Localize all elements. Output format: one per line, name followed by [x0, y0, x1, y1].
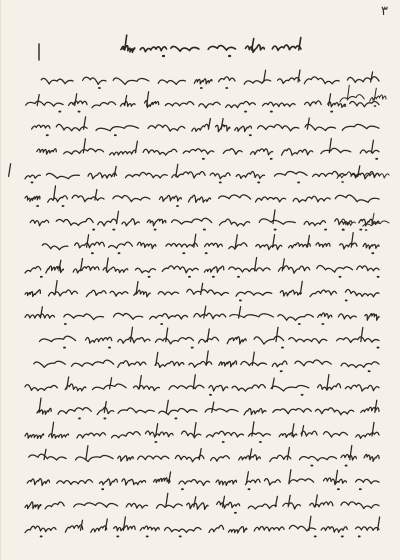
handwriting-stroke: [56, 218, 93, 225]
handwriting-stroke: [273, 409, 312, 414]
handwriting-stroke: [49, 290, 78, 296]
handwriting-stroke: [327, 375, 329, 389]
handwriting-stroke: [113, 196, 150, 202]
handwriting-stroke: [109, 242, 133, 248]
handwriting-stroke: [140, 47, 166, 52]
handwriting-stroke: [25, 526, 56, 533]
handwriting-stroke: [301, 431, 317, 436]
handwriting-stroke: [209, 385, 228, 391]
manuscript-text-image: [1, 0, 400, 560]
handwriting-stroke: [230, 314, 274, 318]
handwriting-stroke: [74, 503, 118, 507]
handwriting-stroke: [83, 77, 106, 84]
handwriting-stroke: [211, 456, 230, 461]
handwriting-stroke: [25, 267, 41, 273]
handwriting-stroke: [338, 314, 356, 319]
handwriting-stroke: [194, 497, 196, 507]
handwriting-stroke: [25, 314, 55, 318]
handwriting-stroke: [228, 527, 246, 533]
handwriting-stroke: [58, 408, 91, 415]
handwriting-stroke: [25, 175, 40, 179]
handwriting-stroke: [162, 266, 198, 273]
handwriting-stroke: [135, 141, 137, 153]
handwriting-stroke: [75, 94, 77, 106]
handwriting-stroke: [255, 258, 257, 271]
handwriting-stroke: [335, 195, 379, 202]
handwriting-stroke: [282, 149, 313, 156]
handwriting-stroke: [356, 432, 379, 438]
handwriting-stroke: [356, 479, 379, 483]
handwriting-stroke: [122, 479, 146, 485]
handwriting-stroke: [147, 219, 166, 226]
handwriting-stroke: [206, 431, 243, 437]
handwriting-stroke: [179, 480, 210, 486]
handwriting-stroke: [307, 118, 309, 129]
handwriting-stroke: [318, 313, 332, 318]
handwriting-stroke: [143, 149, 177, 155]
handwriting-stroke: [251, 149, 273, 155]
handwriting-stroke: [276, 327, 278, 341]
handwriting-stroke: [158, 80, 185, 84]
handwriting-stroke: [122, 219, 139, 226]
handwriting-stroke: [65, 525, 83, 532]
handwriting-stroke: [9, 164, 11, 177]
handwriting-stroke: [254, 527, 284, 532]
handwriting-stroke: [310, 290, 336, 296]
handwriting-stroke: [65, 384, 86, 391]
handwriting-stroke: [166, 243, 198, 247]
handwriting-stroke: [27, 479, 49, 486]
handwriting-stroke: [194, 313, 226, 319]
handwriting-stroke: [64, 314, 104, 320]
handwriting-stroke: [216, 125, 230, 132]
handwriting-stroke: [316, 243, 330, 247]
handwriting-stroke: [252, 39, 254, 50]
handwriting-stroke: [92, 102, 116, 108]
handwriting-stroke: [159, 409, 197, 415]
handwriting-stroke: [324, 432, 348, 438]
handwriting-stroke: [304, 77, 339, 84]
handwriting-stroke: [199, 449, 201, 460]
handwriting-stroke: [83, 139, 85, 153]
handwriting-stroke: [293, 196, 330, 202]
handwriting-stroke: [96, 126, 139, 131]
handwriting-stroke: [345, 385, 379, 391]
handwriting-stroke: [275, 171, 308, 176]
handwriting-stroke: [154, 478, 170, 483]
handwriting-stroke: [307, 235, 309, 247]
handwriting-stroke: [25, 502, 41, 509]
handwriting-stroke: [337, 172, 361, 178]
handwriting-stroke: [188, 195, 210, 202]
handwriting-stroke: [67, 377, 69, 389]
handwriting-stroke: [118, 337, 150, 343]
handwriting-stroke: [72, 195, 104, 201]
handwriting-stroke: [199, 102, 220, 108]
handwriting-stroke: [73, 266, 99, 273]
handwriting-stroke: [318, 384, 341, 391]
handwriting-stroke: [182, 431, 201, 438]
handwriting-stroke: [193, 375, 195, 389]
handwriting-stroke: [110, 291, 128, 296]
handwriting-stroke: [371, 140, 373, 153]
handwriting-stroke: [258, 125, 299, 131]
handwriting-stroke: [227, 337, 246, 344]
handwriting-stroke: [118, 408, 154, 413]
handwriting-stroke: [241, 361, 267, 365]
handwriting-stroke: [226, 102, 256, 108]
handwriting-stroke: [133, 386, 159, 391]
handwriting-stroke: [194, 423, 196, 436]
handwriting-stroke: [30, 220, 49, 226]
handwriting-stroke: [364, 454, 379, 461]
handwriting-stroke: [236, 172, 264, 179]
handwriting-stroke: [219, 361, 237, 367]
handwriting-stroke: [365, 314, 379, 321]
handwriting-stroke: [88, 173, 116, 179]
handwriting-stroke: [210, 173, 230, 179]
handwriting-stroke: [289, 525, 315, 531]
handwriting-stroke: [46, 173, 79, 178]
handwriting-stroke: [192, 124, 209, 131]
handwriting-stroke: [25, 290, 40, 297]
handwriting-stroke: [125, 35, 127, 50]
handwriting-stroke: [205, 243, 223, 247]
handwriting-stroke: [264, 479, 280, 485]
handwriting-stroke: [106, 258, 108, 271]
handwriting-stroke: [110, 378, 112, 389]
handwriting-stroke: [246, 45, 265, 52]
handwriting-stroke: [32, 125, 50, 129]
handwriting-stroke: [357, 266, 379, 271]
handwriting-stroke: [44, 449, 46, 459]
handwriting-stroke: [183, 149, 214, 154]
handwriting-stroke: [159, 195, 181, 201]
handwriting-stroke: [283, 503, 301, 509]
handwriting-stroke: [98, 219, 117, 226]
handwriting-stroke: [187, 289, 229, 295]
handwriting-stroke: [194, 79, 212, 84]
handwriting-stroke: [204, 266, 224, 272]
handwriting-stroke: [360, 150, 379, 153]
handwriting-stroke: [295, 360, 331, 366]
handwriting-stroke: [310, 502, 333, 507]
handwriting-stroke: [155, 361, 184, 367]
folio-number: ٣: [381, 4, 388, 19]
handwriting-stroke: [246, 479, 261, 485]
handwriting-stroke: [256, 197, 286, 202]
handwriting-stroke: [304, 221, 325, 226]
handwriting-stroke: [305, 101, 322, 106]
handwriting-stroke: [280, 290, 301, 296]
handwriting-stroke: [244, 80, 271, 84]
handwriting-stroke: [204, 306, 206, 318]
handwriting-stroke: [217, 501, 240, 508]
handwriting-stroke: [279, 433, 297, 438]
handwriting-stroke: [341, 502, 379, 509]
handwriting-stroke: [329, 94, 331, 106]
handwriting-stroke: [356, 527, 380, 530]
handwriting-stroke: [166, 493, 168, 507]
handwriting-stroke: [328, 102, 346, 108]
handwriting-stroke: [25, 196, 40, 201]
handwriting-stroke: [273, 210, 275, 224]
handwriting-stroke: [41, 78, 73, 84]
handwriting-stroke: [341, 454, 356, 460]
handwriting-stroke: [165, 527, 202, 532]
handwriting-stroke: [289, 479, 314, 484]
handwriting-stroke: [120, 102, 135, 107]
handwriting-stroke: [236, 292, 272, 297]
handwriting-stroke: [342, 124, 379, 130]
handwriting-stroke: [216, 480, 237, 485]
handwriting-stroke: [76, 456, 113, 462]
handwriting-stroke: [278, 78, 300, 84]
handwriting-stroke: [199, 337, 219, 343]
handwriting-stroke: [135, 268, 155, 273]
handwriting-stroke: [194, 234, 196, 247]
handwriting-stroke: [155, 337, 193, 343]
handwriting-stroke: [113, 78, 149, 84]
handwriting-stroke: [187, 503, 209, 509]
handwriting-stroke: [235, 126, 252, 132]
handwriting-stroke: [341, 362, 379, 368]
handwriting-stroke: [299, 456, 336, 460]
handwriting-stroke: [52, 422, 54, 436]
handwriting-stroke: [340, 243, 357, 249]
handwriting-stroke: [176, 164, 178, 176]
handwriting-stroke: [117, 211, 119, 223]
handwriting-stroke: [208, 46, 235, 51]
handwriting-stroke: [99, 479, 117, 485]
handwriting-stroke: [337, 337, 379, 343]
handwriting-stroke: [256, 245, 282, 250]
handwriting-stroke: [209, 525, 224, 532]
handwriting-stroke: [315, 408, 353, 415]
handwriting-stroke: [126, 503, 147, 508]
handwriting-stroke: [229, 243, 247, 249]
handwriting-stroke: [361, 328, 363, 342]
handwriting-stroke: [212, 402, 214, 412]
handwriting-stroke: [201, 283, 203, 294]
handwriting-stroke: [145, 431, 173, 437]
handwriting-stroke: [289, 338, 327, 344]
handwriting-stroke: [347, 77, 379, 83]
handwriting-stroke: [166, 400, 168, 412]
handwriting-stroke: [248, 504, 276, 509]
handwriting-stroke: [259, 219, 295, 224]
handwriting-stroke: [172, 218, 212, 224]
handwriting-stroke: [363, 243, 379, 249]
handwriting-stroke: [221, 119, 223, 130]
handwriting-stroke: [86, 446, 88, 460]
handwriting-stroke: [110, 150, 136, 155]
handwriting-stroke: [114, 313, 143, 319]
handwriting-stroke: [189, 362, 212, 368]
handwriting-stroke: [140, 526, 159, 531]
handwriting-stroke: [86, 290, 106, 296]
handwriting-stroke: [57, 480, 93, 485]
handwriting-stroke: [205, 409, 238, 412]
handwriting-stroke: [91, 526, 107, 532]
handwriting-stroke: [148, 125, 185, 131]
handwriting-stroke: [157, 504, 183, 508]
handwriting-stroke: [165, 102, 194, 106]
handwriting-stroke: [25, 433, 44, 438]
handwriting-stroke: [75, 242, 105, 248]
handwriting-stroke: [278, 314, 314, 320]
handwriting-stroke: [34, 361, 65, 367]
handwriting-stroke: [138, 456, 169, 460]
handwriting-stroke: [72, 360, 114, 366]
handwriting-stroke: [335, 219, 352, 225]
handwriting-stroke: [321, 527, 347, 533]
handwriting-stroke: [126, 172, 168, 178]
handwriting-stroke: [219, 195, 251, 199]
handwriting-stroke: [118, 456, 133, 461]
handwriting-stroke: [40, 336, 76, 341]
handwriting-stroke: [272, 45, 301, 50]
handwriting-stroke: [158, 292, 179, 295]
handwriting-stroke: [48, 196, 68, 202]
handwriting-stroke: [272, 361, 287, 367]
handwriting-stroke: [219, 219, 249, 226]
handwriting-stroke: [45, 502, 64, 509]
handwriting-stroke: [77, 433, 106, 438]
handwriting-stroke: [37, 95, 39, 106]
handwriting-stroke: [56, 124, 87, 131]
handwriting-stroke: [305, 124, 336, 130]
handwriting-stroke: [40, 307, 42, 318]
handwriting-stroke: [361, 407, 379, 412]
handwriting-stroke: [26, 101, 63, 106]
handwriting-stroke: [317, 265, 353, 272]
handwriting-stroke: [46, 266, 64, 273]
handwriting-stroke: [171, 46, 199, 51]
handwriting-stroke: [86, 337, 112, 343]
handwriting-stroke: [345, 289, 379, 296]
handwriting-stroke: [232, 385, 265, 392]
handwriting-stroke: [340, 95, 364, 102]
handwriting-stroke: [229, 267, 270, 272]
handwriting-stroke: [150, 314, 188, 319]
handwriting-stroke: [125, 96, 127, 106]
handwriting-stroke: [324, 478, 347, 485]
handwriting-stroke: [254, 336, 284, 344]
handwriting-stroke: [37, 149, 57, 154]
handwriting-stroke: [370, 95, 386, 101]
handwriting-stroke: [25, 385, 57, 391]
handwriting-stroke: [112, 432, 141, 438]
handwriting-stroke: [321, 148, 351, 153]
handwriting-stroke: [29, 454, 66, 460]
handwriting-stroke: [271, 385, 309, 391]
handwriting-stroke: [263, 102, 296, 106]
handwriting-stroke: [69, 101, 87, 105]
handwriting-stroke: [121, 46, 135, 53]
handwriting-stroke: [287, 447, 289, 459]
handwriting-stroke: [223, 149, 242, 155]
handwriting-stroke: [118, 361, 146, 368]
handwriting-stroke: [137, 242, 156, 248]
handwriting-stroke: [219, 77, 236, 82]
handwriting-stroke: [244, 408, 266, 414]
handwriting-stroke: [208, 119, 210, 130]
handwriting-stroke: [42, 244, 68, 250]
handwriting-stroke: [169, 385, 204, 389]
